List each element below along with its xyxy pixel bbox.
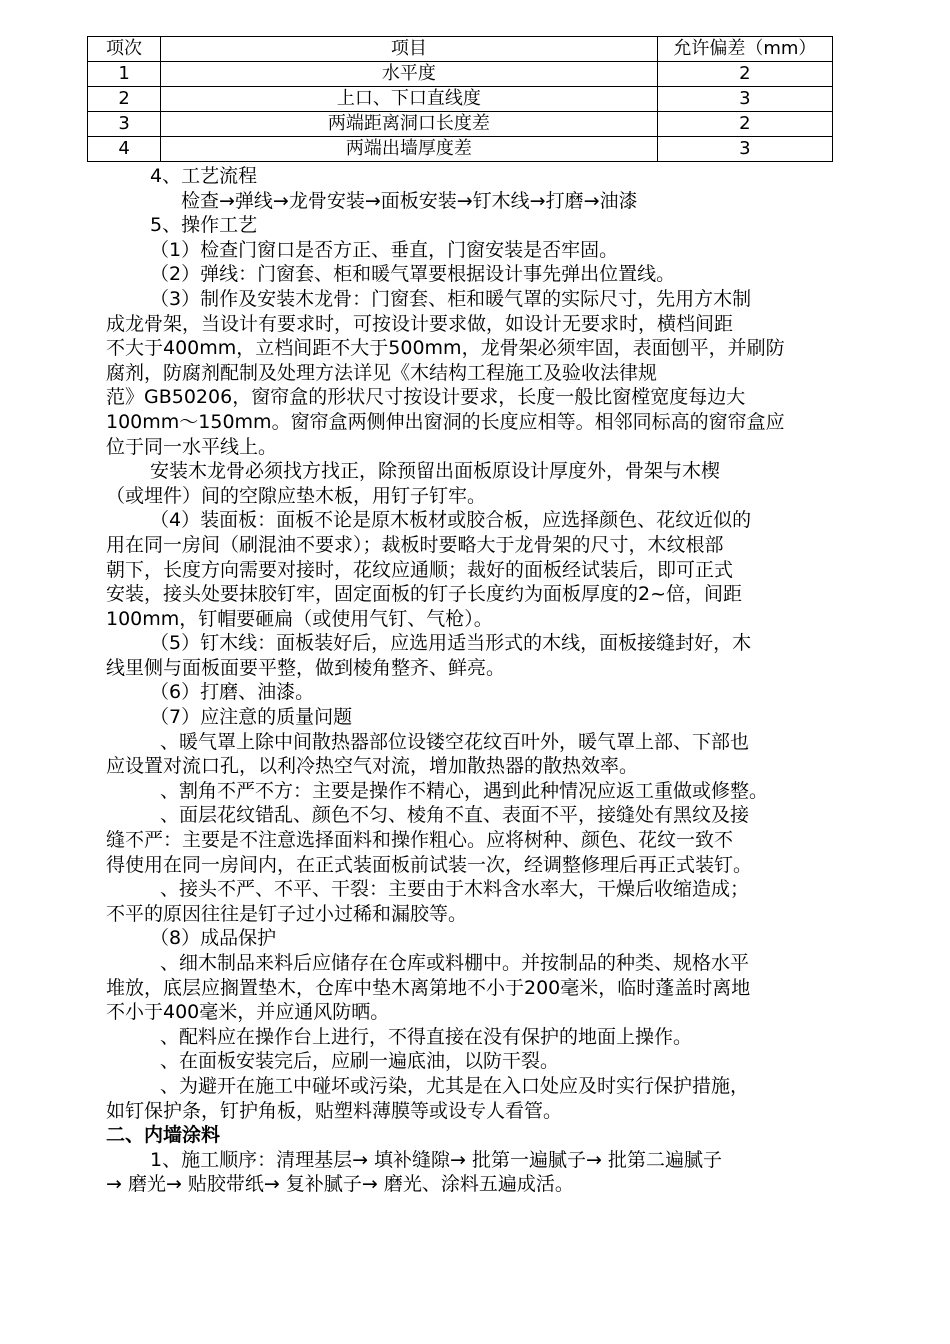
table-cell: 两端出墙厚度差 <box>161 137 658 162</box>
chapter-heading: 二、内墙涂料 <box>106 1124 221 1147</box>
paragraph-line: （6）打磨、油漆。 <box>150 681 315 704</box>
paragraph-line: 用在同一房间（刷混油不要求）；裁板时要略大于龙骨架的尺寸，木纹根部 <box>106 533 724 556</box>
table-header-cell: 项次 <box>88 37 161 62</box>
paragraph-line: 、暖气罩上除中间散热器部位设镂空花纹百叶外，暖气罩上部、下部也 <box>160 730 750 753</box>
table-cell: 3 <box>657 137 832 162</box>
table-cell: 上口、下口直线度 <box>161 87 658 112</box>
paragraph-line: 线里侧与面板面要平整，做到棱角整齐、鲜亮。 <box>106 656 506 679</box>
paragraph-line: 范》GB50206，窗帘盒的形状尺寸按设计要求，长度一般比窗樘宽度每边大 <box>106 386 746 409</box>
paragraph-line: 成龙骨架，当设计有要求时，可按设计要求做，如设计无要求时，横档间距 <box>106 312 734 335</box>
paragraph-line: 、细木制品来料后应储存在仓库或料棚中。并按制品的种类、规格水平 <box>160 952 750 974</box>
paragraph-line: 、配料应在操作台上进行，不得直接在没有保护的地面上操作。 <box>160 1025 693 1048</box>
paragraph-line: （8）成品保护 <box>150 927 277 950</box>
table-cell: 4 <box>88 137 161 162</box>
table-cell: 2 <box>657 62 832 87</box>
paragraph-line: 得使用在同一房间内，在正式装面板前试装一次，经调整修理后再正式装钉。 <box>106 853 753 876</box>
paragraph-line: 安装，接头处要抹胶钉牢，固定面板的钉子长度约为面板厚度的2~倍，间距 <box>106 583 743 606</box>
tolerance-table <box>87 36 833 162</box>
paragraph-line: 不平的原因往往是钉子过小过稀和漏胶等。 <box>106 902 468 925</box>
paragraph-line: （1）检查门窗口是否方正、垂直，门窗安装是否牢固。 <box>150 238 619 261</box>
table-cell: 2 <box>657 112 832 137</box>
paragraph-line: 100mm～150mm。窗帘盒两侧伸出窗洞的长度应相等。相邻同标高的窗帘盒应 <box>106 410 785 433</box>
section-heading: 5、操作工艺 <box>150 214 258 237</box>
process-flow: 检查→弹线→龙骨安装→面板安装→钉木线→打磨→油漆 <box>181 189 638 212</box>
table-row <box>88 112 833 137</box>
table-row <box>88 62 833 87</box>
paragraph-line: 、割角不严不方：主要是操作不精心，遇到此种情况应返工重做或修整。 <box>160 779 769 802</box>
paragraph-line: 不大于400mm，立档间距不大于500mm，龙骨架必须牢固，表面刨平，并刷防 <box>106 337 785 360</box>
paragraph-line: 、在面板安装完后，应刷一遍底油，以防干裂。 <box>160 1050 560 1073</box>
table-cell: 3 <box>88 112 161 137</box>
paragraph-line: （3）制作及安装木龙骨：门窗套、柜和暖气罩的实际尺寸，先用方木制 <box>150 287 752 310</box>
paragraph-line: （或埋件）间的空隙应垫木板，用钉子钉牢。 <box>106 484 487 507</box>
paragraph-line: 、接头不严、不平、干裂：主要由于木料含水率大，干燥后收缩造成； <box>160 878 750 901</box>
table-cell: 1 <box>88 62 161 87</box>
paragraph-line: 缝不严：主要是不注意选择面料和操作粗心。应将树种、颜色、花纹一致不 <box>106 829 734 852</box>
paragraph-line: （4）装面板：面板不论是原木板材或胶合板，应选择颜色、花纹近似的 <box>150 509 752 532</box>
table-header-cell: 允许偏差（mm） <box>657 37 832 62</box>
paragraph-line: 不小于400毫米，并应通风防晒。 <box>106 1001 390 1024</box>
body-text <box>106 164 866 1197</box>
paragraph-line: 、为避开在施工中碰坏或污染，尤其是在入口处应及时实行保护措施， <box>160 1074 750 1097</box>
table-row <box>88 87 833 112</box>
table-cell: 两端距离洞口长度差 <box>161 112 658 137</box>
table-cell: 水平度 <box>161 62 658 87</box>
paragraph-line: 位于同一水平线上。 <box>106 435 278 458</box>
paragraph-line: 腐剂，防腐剂配制及处理方法详见《木结构工程施工及验收法律规 <box>106 361 658 384</box>
paragraph-line: 1、施工顺序：清理基层→ 填补缝隙→ 批第一遍腻子→ 批第二遍腻子 <box>150 1148 722 1171</box>
paragraph-line: 安装木龙骨必须找方找正，除预留出面板原设计厚度外，骨架与木楔 <box>150 460 721 483</box>
paragraph-line: （5）钉木线：面板装好后，应选用适当形式的木线，面板接缝封好，木 <box>150 632 752 655</box>
paragraph-line: 、面层花纹错乱、颜色不匀、棱角不直、表面不平，接缝处有黑纹及接 <box>160 804 750 827</box>
table-cell: 2 <box>88 87 161 112</box>
paragraph-line: → 磨光→ 贴胶带纸→ 复补腻子→ 磨光、涂料五遍成活。 <box>106 1173 574 1196</box>
table-header-row <box>88 37 833 62</box>
paragraph-line: 堆放，底层应搁置垫木，仓库中垫木离第地不小于200毫米，临时蓬盖时离地 <box>106 976 751 999</box>
paragraph-line: （7）应注意的质量问题 <box>150 706 353 729</box>
paragraph-line: 如钉保护条，钉护角板，贴塑料薄膜等或设专人看管。 <box>106 1099 563 1122</box>
section-heading: 4、工艺流程 <box>150 165 258 187</box>
table-cell: 3 <box>657 87 832 112</box>
paragraph-line: 朝下，长度方向需要对接时，花纹应通顺；裁好的面板经试装后，即可正式 <box>106 558 734 581</box>
table-header-cell: 项目 <box>161 37 658 62</box>
paragraph-line: （2）弹线：门窗套、柜和暖气罩要根据设计事先弹出位置线。 <box>150 263 676 286</box>
paragraph-line: 应设置对流口孔，以利冷热空气对流，增加散热器的散热效率。 <box>106 755 639 778</box>
table-row <box>88 137 833 162</box>
paragraph-line: 100mm，钉帽要砸扁（或使用气钉、气枪）。 <box>106 607 493 630</box>
